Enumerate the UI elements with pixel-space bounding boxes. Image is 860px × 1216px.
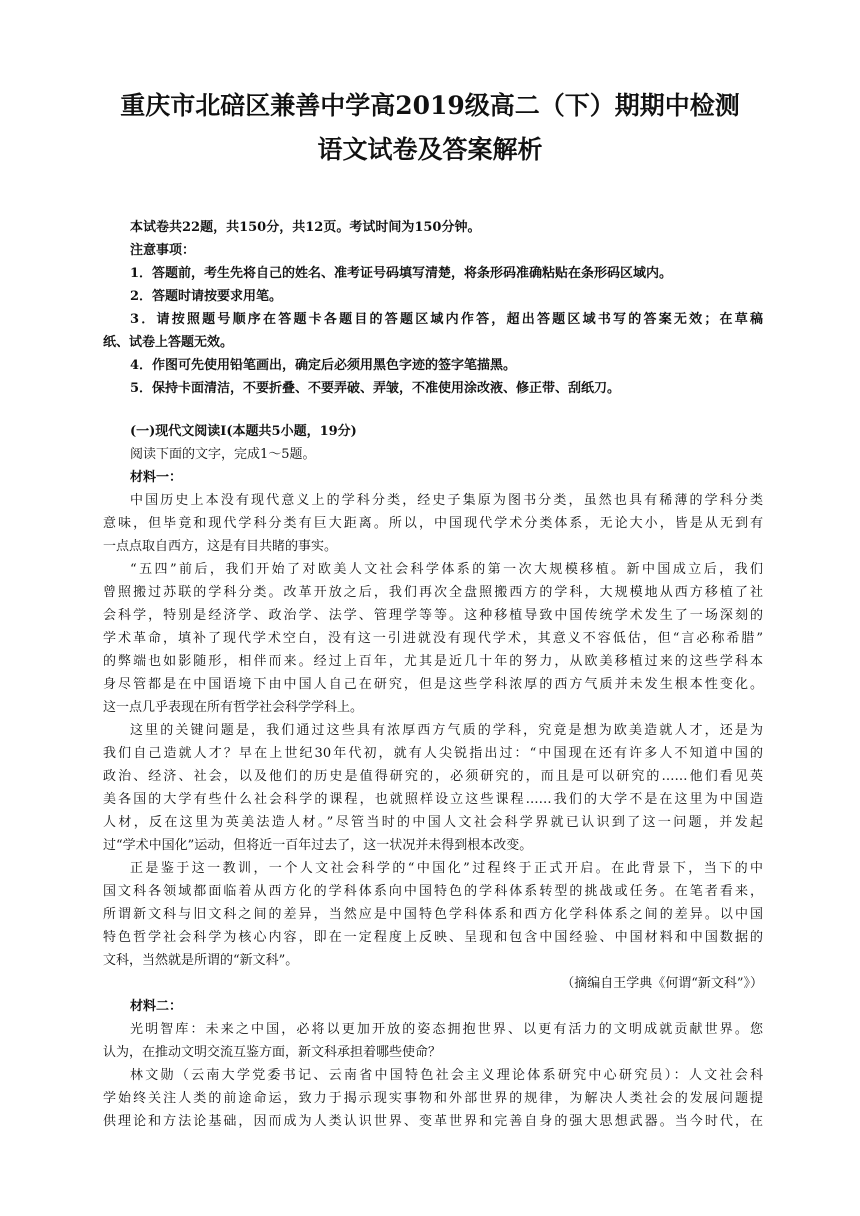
paragraph-line: 供理论和方法论基础，因而成为人类认识世界、变革世界和完善自身的强大思想武器。当今时代，在 — [103, 1114, 763, 1129]
paragraph-line: 文科，当然就是所谓的“新文科”。 — [103, 953, 299, 968]
material1-paragraph-4 — [103, 857, 763, 972]
section-direction: 阅读下面的文字，完成1～5题。 — [130, 447, 316, 462]
paragraph-line: 国文科各领域都面临着从西方化的学科体系向中国特色的学科体系转型的挑战或任务。在笔者看来， — [103, 884, 763, 899]
paragraph-line: 意味，但毕竟和现代学科分类有巨大距离。所以，中国现代学术分类体系，无论大小，皆是从无到有 — [103, 516, 763, 531]
note-item-3-line2: 纸、试卷上答题无效。 — [103, 335, 234, 350]
exam-instructions — [103, 216, 763, 400]
paragraph-line: 这里的关键问题是，我们通过这些具有浓厚西方气质的学科，究竟是想为欧美造就人才，还是为 — [130, 723, 763, 738]
paragraph-line: 正是鉴于这一教训，一个人文社会科学的“中国化”过程终于正式开启。在此背景下，当下的中 — [130, 861, 763, 876]
material1-label: 材料一： — [130, 470, 183, 485]
paragraph-line: 会科学，特别是经济学、政治学、法学、管理学等等。这种移植导致中国传统学术发生了一场深刻的 — [103, 608, 763, 623]
paragraph-line: 政治、经济、社会，以及他们的历史是值得研究的，必须研究的，而且是可以研究的……他们看见英 — [103, 769, 763, 784]
paragraph-line: 所谓新文科与旧文科之间的差异，当然应是中国特色学科体系和西方化学科体系之间的差异。以中国 — [103, 907, 763, 922]
exam-summary: 本试卷共22题，共150分，共12页。考试时间为150分钟。 — [130, 220, 481, 235]
paragraph-line: 中国历史上本没有现代意义上的学科分类，经史子集原为图书分类，虽然也具有稀薄的学科分类 — [130, 493, 763, 508]
document-title-line1: 重庆市北碚区兼善中学高2019级高二（下）期期中检测 — [120, 91, 740, 120]
paragraph-line: 过“学术中国化”运动，但将近一百年过去了，这一状况并未得到根本改变。 — [103, 838, 533, 853]
paragraph-line: 光明智库：未来之中国，必将以更加开放的姿态拥抱世界、以更有活力的文明成就贡献世界。您 — [130, 1022, 763, 1037]
paragraph-line: 身尽管都是在中国语境下由中国人自己在研究，但是这些学科浓厚的西方气质并未发生根本性变化。 — [103, 677, 763, 692]
paragraph-line: 的弊端也如影随形，相伴而来。经过上百年，尤其是近几十年的努力，从欧美移植过来的这些学科本 — [103, 654, 763, 669]
material1-source: （摘编自王学典《何谓“新文科”》） — [561, 976, 763, 991]
paragraph-line: 学术革命，填补了现代学术空白，没有这一引进就没有现代学术，其意义不容低估，但“言必称希腊” — [103, 631, 763, 646]
paragraph-line: 曾照搬过苏联的学科分类。改革开放之后，我们再次全盘照搬西方的学科，大规模地从西方移植了社 — [103, 585, 763, 600]
paragraph-line: 人材，反在这里为英美法造人材。”尽管当时的中国人文社会科学界就已认识到了这一问题，并发起 — [103, 815, 763, 830]
paragraph-line: 林文勋（云南大学党委书记、云南省中国特色社会主义理论体系研究中心研究员）：人文社会科 — [130, 1068, 763, 1083]
note-item-5: 5．保持卡面清洁，不要折叠、不要弄破、弄皱，不准使用涂改液、修正带、刮纸刀。 — [130, 381, 621, 396]
section-heading: (一)现代文阅读Ⅰ(本题共5小题，19分) — [130, 424, 357, 439]
paragraph-line: 学始终关注人类的前途命运，致力于揭示现实事物和外部世界的规律，为解决人类社会的发展问题提 — [103, 1091, 763, 1106]
material2-paragraph-2 — [103, 1064, 763, 1133]
paragraph-line: “五四”前后，我们开始了对欧美人文社会科学体系的第一次大规模移植。新中国成立后，我们 — [130, 562, 763, 577]
material1-paragraph-1 — [103, 489, 763, 558]
material1-paragraph-2 — [103, 558, 763, 719]
reading-section — [103, 420, 763, 1133]
paragraph-line: 一点点取自西方，这是有目共睹的事实。 — [103, 539, 338, 554]
paragraph-line: 我们自己造就人才？早在上世纪30年代初，就有人尖锐指出过：“中国现在还有许多人不知道中国的 — [103, 746, 763, 761]
notes-heading: 注意事项： — [130, 243, 196, 258]
material2-paragraph-1 — [103, 1018, 763, 1064]
note-item-2: 2．答题时请按要求用笔。 — [130, 289, 283, 304]
material2-label: 材料二： — [130, 999, 183, 1014]
paragraph-line: 这一点几乎表现在所有哲学社会科学学科上。 — [103, 700, 364, 715]
paragraph-line: 认为，在推动文明交流互鉴方面，新文科承担着哪些使命？ — [103, 1045, 442, 1060]
note-item-1: 1．答题前，考生先将自己的姓名、准考证号码填写清楚，将条形码准确粘贴在条形码区域内。 — [130, 266, 673, 281]
paragraph-line: 特色哲学社会科学为核心内容，即在一定程度上反映、呈现和包含中国经验、中国材料和中国数据的 — [103, 930, 763, 945]
paragraph-line: 美各国的大学有些什么社会科学的课程，也就照样设立这些课程……我们的大学不是在这里为中国造 — [103, 792, 763, 807]
note-item-4: 4．作图可先使用铅笔画出，确定后必须用黑色字迹的签字笔描黑。 — [130, 358, 517, 373]
material1-paragraph-3 — [103, 719, 763, 857]
document-title-line2: 语文试卷及答案解析 — [317, 135, 543, 164]
note-item-3-line1: 3．请按照题号顺序在答题卡各题目的答题区域内作答，超出答题区域书写的答案无效；在草稿 — [130, 312, 763, 327]
